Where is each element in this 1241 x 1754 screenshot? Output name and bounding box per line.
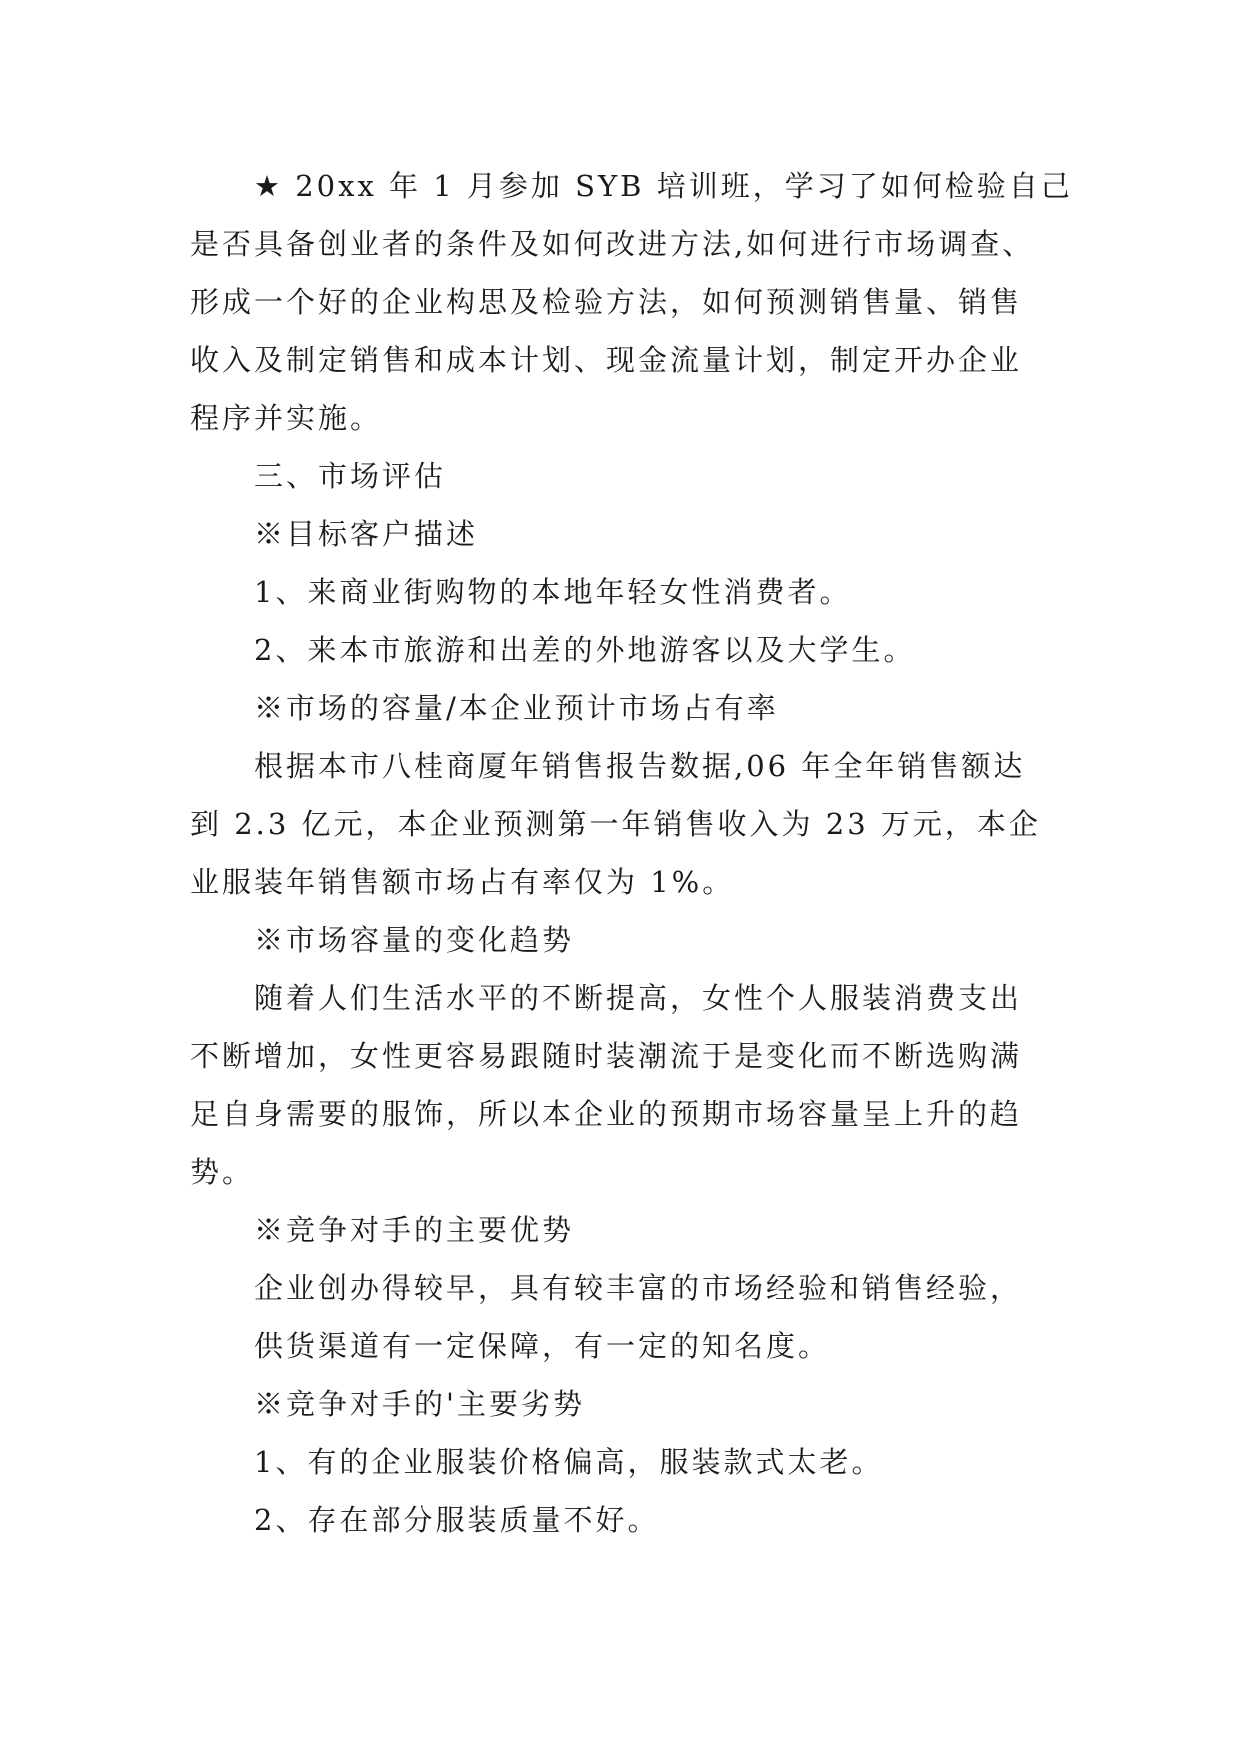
paragraph-line: 企业创办得较早，具有较丰富的市场经验和销售经验， xyxy=(254,1271,1023,1305)
subsection-heading: ※目标客户描述 xyxy=(254,517,479,551)
paragraph-line: 收入及制定销售和成本计划、现金流量计划，制定开办企业 xyxy=(190,343,1023,377)
paragraph-line: 势。 xyxy=(190,1155,255,1189)
paragraph-line: 形成一个好的企业构思及检验方法，如何预测销售量、销售 xyxy=(190,285,1023,319)
paragraph-line: 随着人们生活水平的不断提高，女性个人服装消费支出 xyxy=(254,981,1023,1015)
list-item: 1、来商业街购物的本地年轻女性消费者。 xyxy=(254,575,852,609)
list-item: 2、存在部分服装质量不好。 xyxy=(254,1503,660,1537)
list-item: 1、有的企业服装价格偏高，服装款式太老。 xyxy=(254,1445,884,1479)
subsection-heading: ※竞争对手的'主要劣势 xyxy=(254,1387,585,1421)
paragraph-line: 程序并实施。 xyxy=(190,401,383,435)
paragraph-line: 供货渠道有一定保障，有一定的知名度。 xyxy=(254,1329,831,1363)
section-heading: 三、市场评估 xyxy=(254,459,447,493)
subsection-heading: ※竞争对手的主要优势 xyxy=(254,1213,575,1247)
paragraph-line: 是否具备创业者的条件及如何改进方法,如何进行市场调查、 xyxy=(190,227,1035,261)
subsection-heading: ※市场容量的变化趋势 xyxy=(254,923,575,957)
list-item: 2、来本市旅游和出差的外地游客以及大学生。 xyxy=(254,633,916,667)
paragraph-line: 到 2.3 亿元，本企业预测第一年销售收入为 23 万元，本企 xyxy=(190,807,1041,841)
subsection-heading: ※市场的容量/本企业预计市场占有率 xyxy=(254,691,779,725)
paragraph-line: 不断增加，女性更容易跟随时装潮流于是变化而不断选购满 xyxy=(190,1039,1023,1073)
paragraph-line: 根据本市八桂商厦年销售报告数据,06 年全年销售额达 xyxy=(254,749,1026,783)
paragraph-line: ★ 20xx 年 1 月参加 SYB 培训班，学习了如何检验自己 xyxy=(254,169,1073,203)
paragraph-line: 足自身需要的服饰，所以本企业的预期市场容量呈上升的趋 xyxy=(190,1097,1023,1131)
paragraph-line: 业服装年销售额市场占有率仅为 1%。 xyxy=(190,865,735,899)
